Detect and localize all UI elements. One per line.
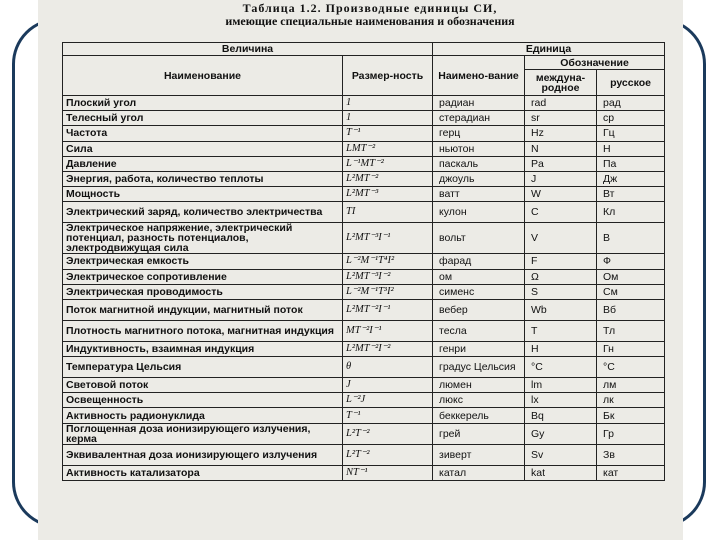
cell-unit-name: генри — [433, 341, 525, 356]
cell-quantity-name: Плоский угол — [63, 96, 343, 111]
caption-subtitle: имеющие специальные наименования и обозначения — [225, 14, 515, 28]
cell-russian: Н — [597, 141, 665, 156]
table-row — [63, 223, 665, 254]
cell-dimension: 1 — [343, 111, 433, 126]
cell-dimension: L²MT⁻²I⁻¹ — [343, 299, 433, 320]
cell-quantity-name: Плотность магнитного потока, магнитная индукция — [63, 320, 343, 341]
cell-unit-name: беккерель — [433, 408, 525, 423]
cell-russian: В — [597, 223, 665, 254]
table-row — [63, 156, 665, 171]
cell-dimension: MT⁻²I⁻¹ — [343, 320, 433, 341]
cell-russian: См — [597, 284, 665, 299]
table-row — [63, 444, 665, 465]
table-row — [63, 254, 665, 269]
cell-international: Ω — [525, 269, 597, 284]
cell-dimension: NT⁻¹ — [343, 465, 433, 480]
cell-unit-name: кулон — [433, 202, 525, 223]
cell-quantity-name: Давление — [63, 156, 343, 171]
cell-unit-name: стерадиан — [433, 111, 525, 126]
cell-dimension: L²T⁻² — [343, 423, 433, 444]
cell-international: kat — [525, 465, 597, 480]
caption-title: Таблица 1.2. Производные единицы СИ, — [242, 1, 498, 15]
cell-international: W — [525, 187, 597, 202]
cell-unit-name: градус Цельсия — [433, 357, 525, 378]
cell-dimension: L²MT⁻³I⁻¹ — [343, 223, 433, 254]
table-caption — [60, 2, 680, 28]
cell-russian: Вб — [597, 299, 665, 320]
cell-quantity-name: Световой поток — [63, 378, 343, 393]
cell-unit-name: ватт — [433, 187, 525, 202]
cell-russian: Вт — [597, 187, 665, 202]
cell-unit-name: грей — [433, 423, 525, 444]
table-row — [63, 111, 665, 126]
table-row — [63, 408, 665, 423]
cell-international: rad — [525, 96, 597, 111]
table-row — [63, 341, 665, 356]
cell-unit-name: тесла — [433, 320, 525, 341]
cell-dimension: L²T⁻² — [343, 444, 433, 465]
cell-quantity-name: Электрический заряд, количество электричества — [63, 202, 343, 223]
cell-quantity-name: Освещенность — [63, 393, 343, 408]
cell-quantity-name: Электрическое сопротивление — [63, 269, 343, 284]
cell-unit-name: ом — [433, 269, 525, 284]
cell-russian: Ом — [597, 269, 665, 284]
cell-russian: Гн — [597, 341, 665, 356]
si-units-table — [62, 42, 665, 481]
cell-dimension: L⁻²M⁻¹T³I² — [343, 284, 433, 299]
header-unit-name: Наимено-вание — [433, 56, 525, 96]
table-row — [63, 465, 665, 480]
table-row — [63, 378, 665, 393]
table-row — [63, 141, 665, 156]
cell-dimension: TI — [343, 202, 433, 223]
header-designation: Обозначение — [525, 56, 665, 70]
cell-russian: Зв — [597, 444, 665, 465]
cell-international: J — [525, 171, 597, 186]
cell-dimension: θ — [343, 357, 433, 378]
cell-russian: Ф — [597, 254, 665, 269]
cell-quantity-name: Телесный угол — [63, 111, 343, 126]
cell-quantity-name: Частота — [63, 126, 343, 141]
cell-dimension: T⁻¹ — [343, 126, 433, 141]
cell-unit-name: сименс — [433, 284, 525, 299]
cell-unit-name: вебер — [433, 299, 525, 320]
cell-dimension: L²MT⁻²I⁻² — [343, 341, 433, 356]
cell-russian: Бк — [597, 408, 665, 423]
cell-russian: лм — [597, 378, 665, 393]
table-row — [63, 171, 665, 186]
header-name: Наименование — [63, 56, 343, 96]
cell-international: Hz — [525, 126, 597, 141]
cell-russian: лк — [597, 393, 665, 408]
cell-dimension: L²MT⁻³I⁻² — [343, 269, 433, 284]
cell-international: T — [525, 320, 597, 341]
cell-russian: Тл — [597, 320, 665, 341]
cell-dimension: L⁻²J — [343, 393, 433, 408]
table-row — [63, 299, 665, 320]
cell-international: C — [525, 202, 597, 223]
cell-quantity-name: Эквивалентная доза ионизирующего излучения — [63, 444, 343, 465]
cell-unit-name: джоуль — [433, 171, 525, 186]
cell-unit-name: герц — [433, 126, 525, 141]
cell-unit-name: фарад — [433, 254, 525, 269]
cell-unit-name: вольт — [433, 223, 525, 254]
header-dimension: Размер-ность — [343, 56, 433, 96]
cell-dimension: J — [343, 378, 433, 393]
cell-international: Gy — [525, 423, 597, 444]
cell-russian: Гц — [597, 126, 665, 141]
cell-dimension: L²MT⁻³ — [343, 187, 433, 202]
header-unit: Единица — [433, 43, 665, 56]
cell-unit-name: радиан — [433, 96, 525, 111]
table-row — [63, 269, 665, 284]
cell-russian: рад — [597, 96, 665, 111]
cell-quantity-name: Температура Цельсия — [63, 357, 343, 378]
table-row — [63, 284, 665, 299]
header-international: междуна-родное — [525, 70, 597, 96]
cell-dimension: T⁻¹ — [343, 408, 433, 423]
cell-dimension: 1 — [343, 96, 433, 111]
cell-unit-name: ньютон — [433, 141, 525, 156]
cell-russian: ср — [597, 111, 665, 126]
cell-russian: Кл — [597, 202, 665, 223]
cell-dimension: L²MT⁻² — [343, 171, 433, 186]
cell-russian: Дж — [597, 171, 665, 186]
cell-unit-name: люкс — [433, 393, 525, 408]
cell-international: lx — [525, 393, 597, 408]
table-row — [63, 357, 665, 378]
cell-international: Pa — [525, 156, 597, 171]
cell-russian: Па — [597, 156, 665, 171]
cell-quantity-name: Активность катализатора — [63, 465, 343, 480]
table-row — [63, 320, 665, 341]
cell-quantity-name: Мощность — [63, 187, 343, 202]
cell-quantity-name: Индуктивность, взаимная индукция — [63, 341, 343, 356]
cell-international: sr — [525, 111, 597, 126]
cell-international: S — [525, 284, 597, 299]
cell-quantity-name: Сила — [63, 141, 343, 156]
cell-russian: Гр — [597, 423, 665, 444]
table-row — [63, 187, 665, 202]
cell-dimension: LMT⁻² — [343, 141, 433, 156]
cell-quantity-name: Поток магнитной индукции, магнитный поток — [63, 299, 343, 320]
cell-international: F — [525, 254, 597, 269]
cell-international: N — [525, 141, 597, 156]
cell-international: Wb — [525, 299, 597, 320]
cell-unit-name: зиверт — [433, 444, 525, 465]
cell-russian: кат — [597, 465, 665, 480]
cell-unit-name: катал — [433, 465, 525, 480]
table-row — [63, 96, 665, 111]
cell-international: Bq — [525, 408, 597, 423]
cell-international: lm — [525, 378, 597, 393]
table-row — [63, 393, 665, 408]
cell-international: V — [525, 223, 597, 254]
table-row — [63, 202, 665, 223]
cell-quantity-name: Электрическая емкость — [63, 254, 343, 269]
cell-dimension: L⁻¹MT⁻² — [343, 156, 433, 171]
header-russian: русское — [597, 70, 665, 96]
cell-international: Sv — [525, 444, 597, 465]
cell-quantity-name: Активность радионуклида — [63, 408, 343, 423]
cell-international: H — [525, 341, 597, 356]
header-quantity: Величина — [63, 43, 433, 56]
cell-unit-name: люмен — [433, 378, 525, 393]
cell-quantity-name: Энергия, работа, количество теплоты — [63, 171, 343, 186]
cell-international: °C — [525, 357, 597, 378]
cell-quantity-name: Поглощенная доза ионизирующего излучения, керма — [63, 423, 343, 444]
table-body — [63, 96, 665, 481]
cell-unit-name: паскаль — [433, 156, 525, 171]
cell-quantity-name: Электрическое напряжение, электрический потенциал, разность потенциалов, электродвижущая сила — [63, 223, 343, 254]
cell-russian: °C — [597, 357, 665, 378]
table-row — [63, 126, 665, 141]
table-row — [63, 423, 665, 444]
cell-dimension: L⁻²M⁻¹T⁴I² — [343, 254, 433, 269]
cell-quantity-name: Электрическая проводимость — [63, 284, 343, 299]
